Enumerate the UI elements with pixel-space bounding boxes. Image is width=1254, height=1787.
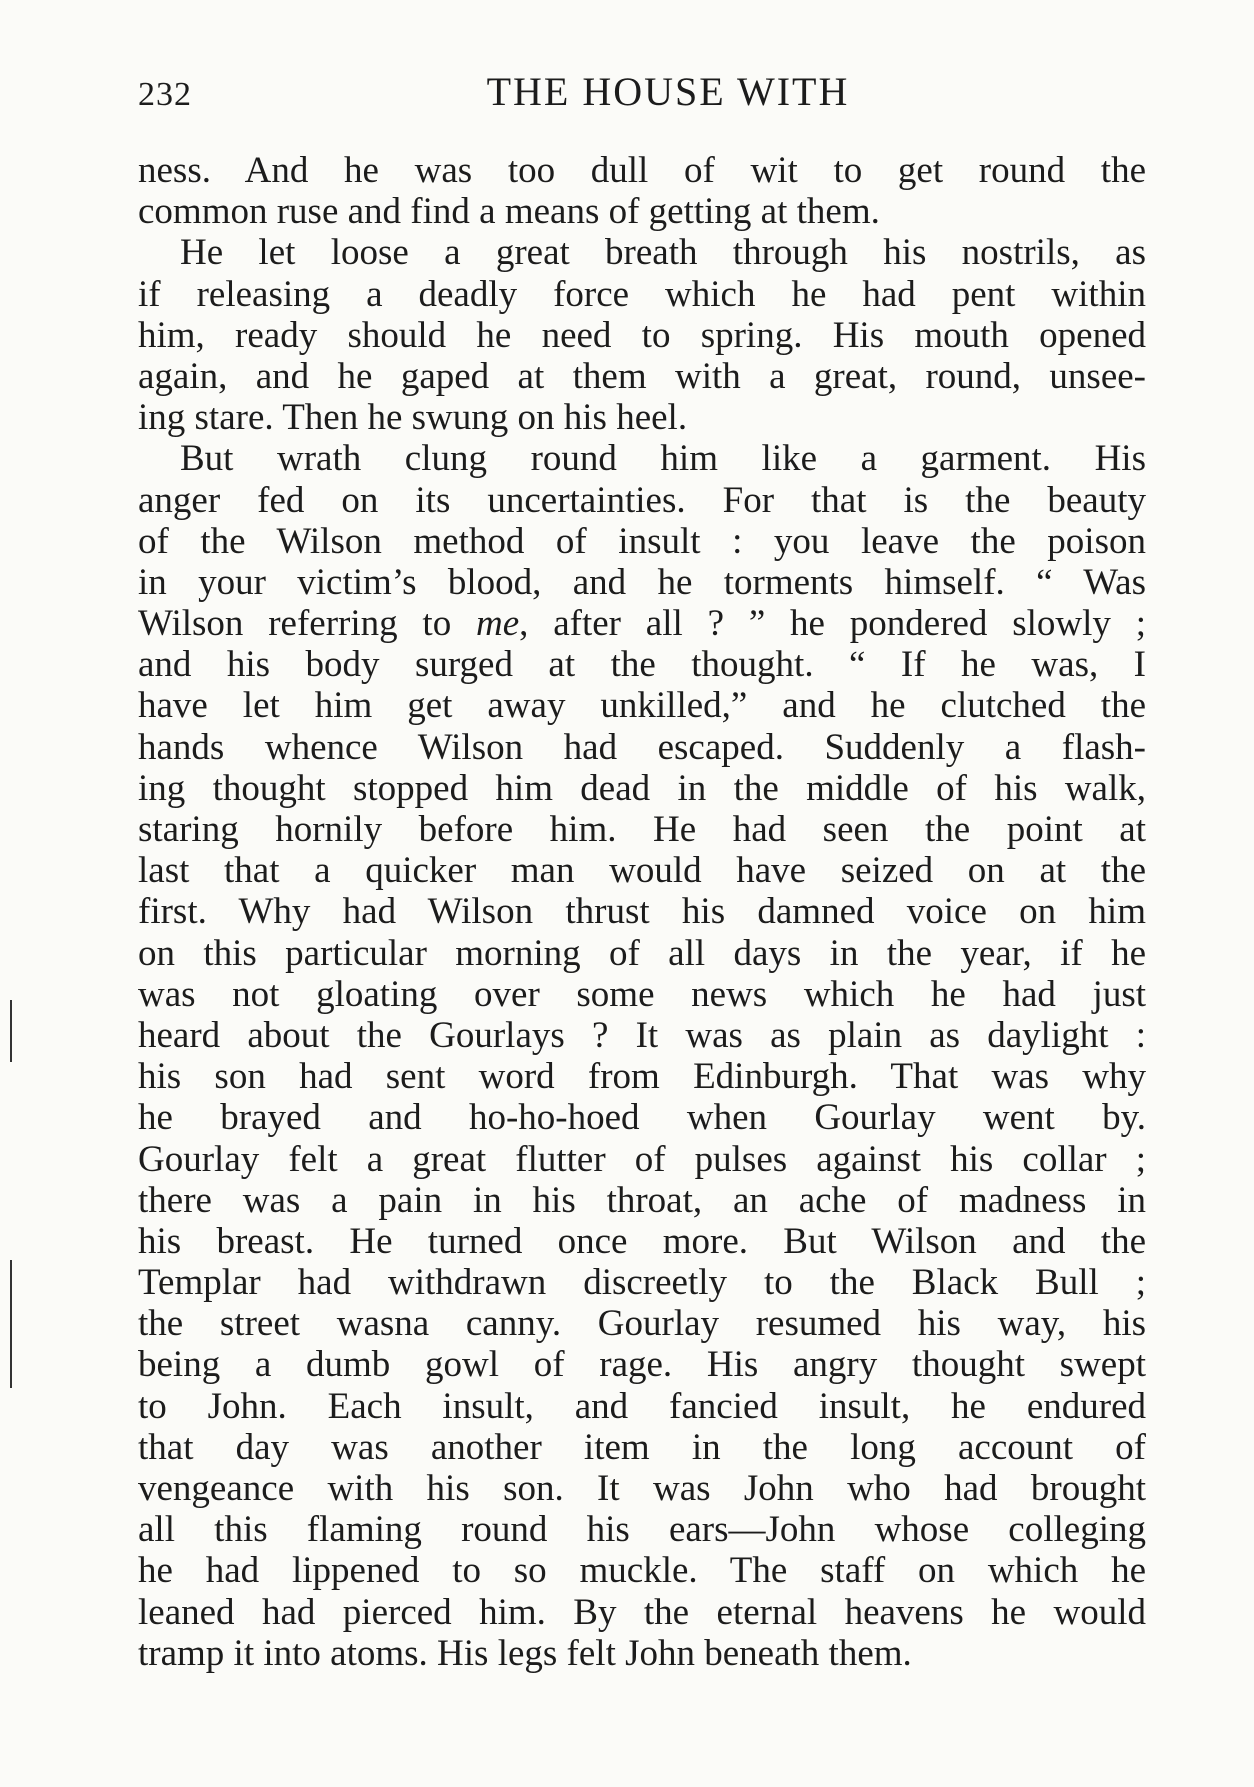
text-line: He let loose a great breath through his nostrils, as (180, 232, 1146, 274)
body-text (138, 150, 1146, 1674)
text-line: vengeance with his son. It was John who had brought (138, 1468, 1146, 1509)
text-line: there was a pain in his throat, an ache of madness in (138, 1179, 1146, 1221)
text-line: again, and he gaped at them with a great, round, unsee- (138, 355, 1146, 397)
text-line: his son had sent word from Edinburgh. That was why (138, 1056, 1146, 1098)
page-number: 232 (138, 76, 192, 113)
text-line: Gourlay felt a great flutter of pulses against his collar ; (138, 1138, 1146, 1180)
text-line: have let him get away unkilled,” and he clutched the (138, 685, 1146, 727)
text-line: he had lippened to so muckle. The staff on which he (138, 1550, 1146, 1592)
text-line: first. Why had Wilson thrust his damned voice on him (138, 891, 1146, 933)
text-line: was not gloating over some news which he had just (138, 973, 1146, 1015)
text-line: the street wasna canny. Gourlay resumed his way, his (138, 1303, 1146, 1345)
text-line: and his body surged at the thought. “ If he was, I (138, 644, 1146, 686)
text-line: all this flaming round his ears—John whose colleging (138, 1509, 1146, 1551)
text-line: staring hornily before him. He had seen the point at (138, 809, 1146, 850)
text-line: hands whence Wilson had escaped. Suddenly a flash- (138, 726, 1146, 768)
text-line: he brayed and ho-ho-hoed when Gourlay went by. (138, 1097, 1146, 1139)
text-line: if releasing a deadly force which he had pent within (138, 273, 1146, 315)
text-line: ing thought stopped him dead in the middle of his walk, (138, 767, 1146, 809)
text-line: Wilson referring to me, after all ? ” he pondered slowly ; (138, 603, 1146, 645)
text-line: that day was another item in the long account of (138, 1426, 1146, 1468)
text-line: anger fed on its uncertainties. For that is the beauty (138, 479, 1146, 521)
text-line: to John. Each insult, and fancied insult, he endured (138, 1385, 1146, 1427)
text-line: heard about the Gourlays ? It was as plain as daylight : (138, 1014, 1146, 1056)
text-line: ness. And he was too dull of wit to get round the (138, 150, 1146, 191)
text-line: But wrath clung round him like a garment. His (180, 438, 1146, 480)
text-line: ing stare. Then he swung on his heel. (138, 397, 688, 439)
emphasis: me (476, 603, 520, 645)
text-line: common ruse and find a means of getting at them. (138, 191, 880, 233)
margin-mark (10, 1260, 12, 1388)
text-line: on this particular morning of all days in the year, if he (138, 932, 1146, 974)
text-line: of the Wilson method of insult : you leave the poison (138, 520, 1146, 562)
running-head: THE HOUSE WITH (486, 69, 850, 114)
text-line: him, ready should he need to spring. His mouth opened (138, 314, 1146, 356)
text-line: his breast. He turned once more. But Wilson and the (138, 1220, 1146, 1262)
text-line: leaned had pierced him. By the eternal heavens he would (138, 1591, 1146, 1633)
text-line: in your victim’s blood, and he torments himself. “ Was (138, 561, 1146, 603)
page-header (138, 68, 1148, 118)
text-line: being a dumb gowl of rage. His angry thought swept (138, 1344, 1146, 1386)
text-line: Templar had withdrawn discreetly to the Black Bull ; (138, 1262, 1146, 1304)
text-line: tramp it into atoms. His legs felt John beneath them. (138, 1632, 912, 1674)
text-line: last that a quicker man would have seized on at the (138, 850, 1146, 892)
margin-mark (10, 1000, 12, 1062)
